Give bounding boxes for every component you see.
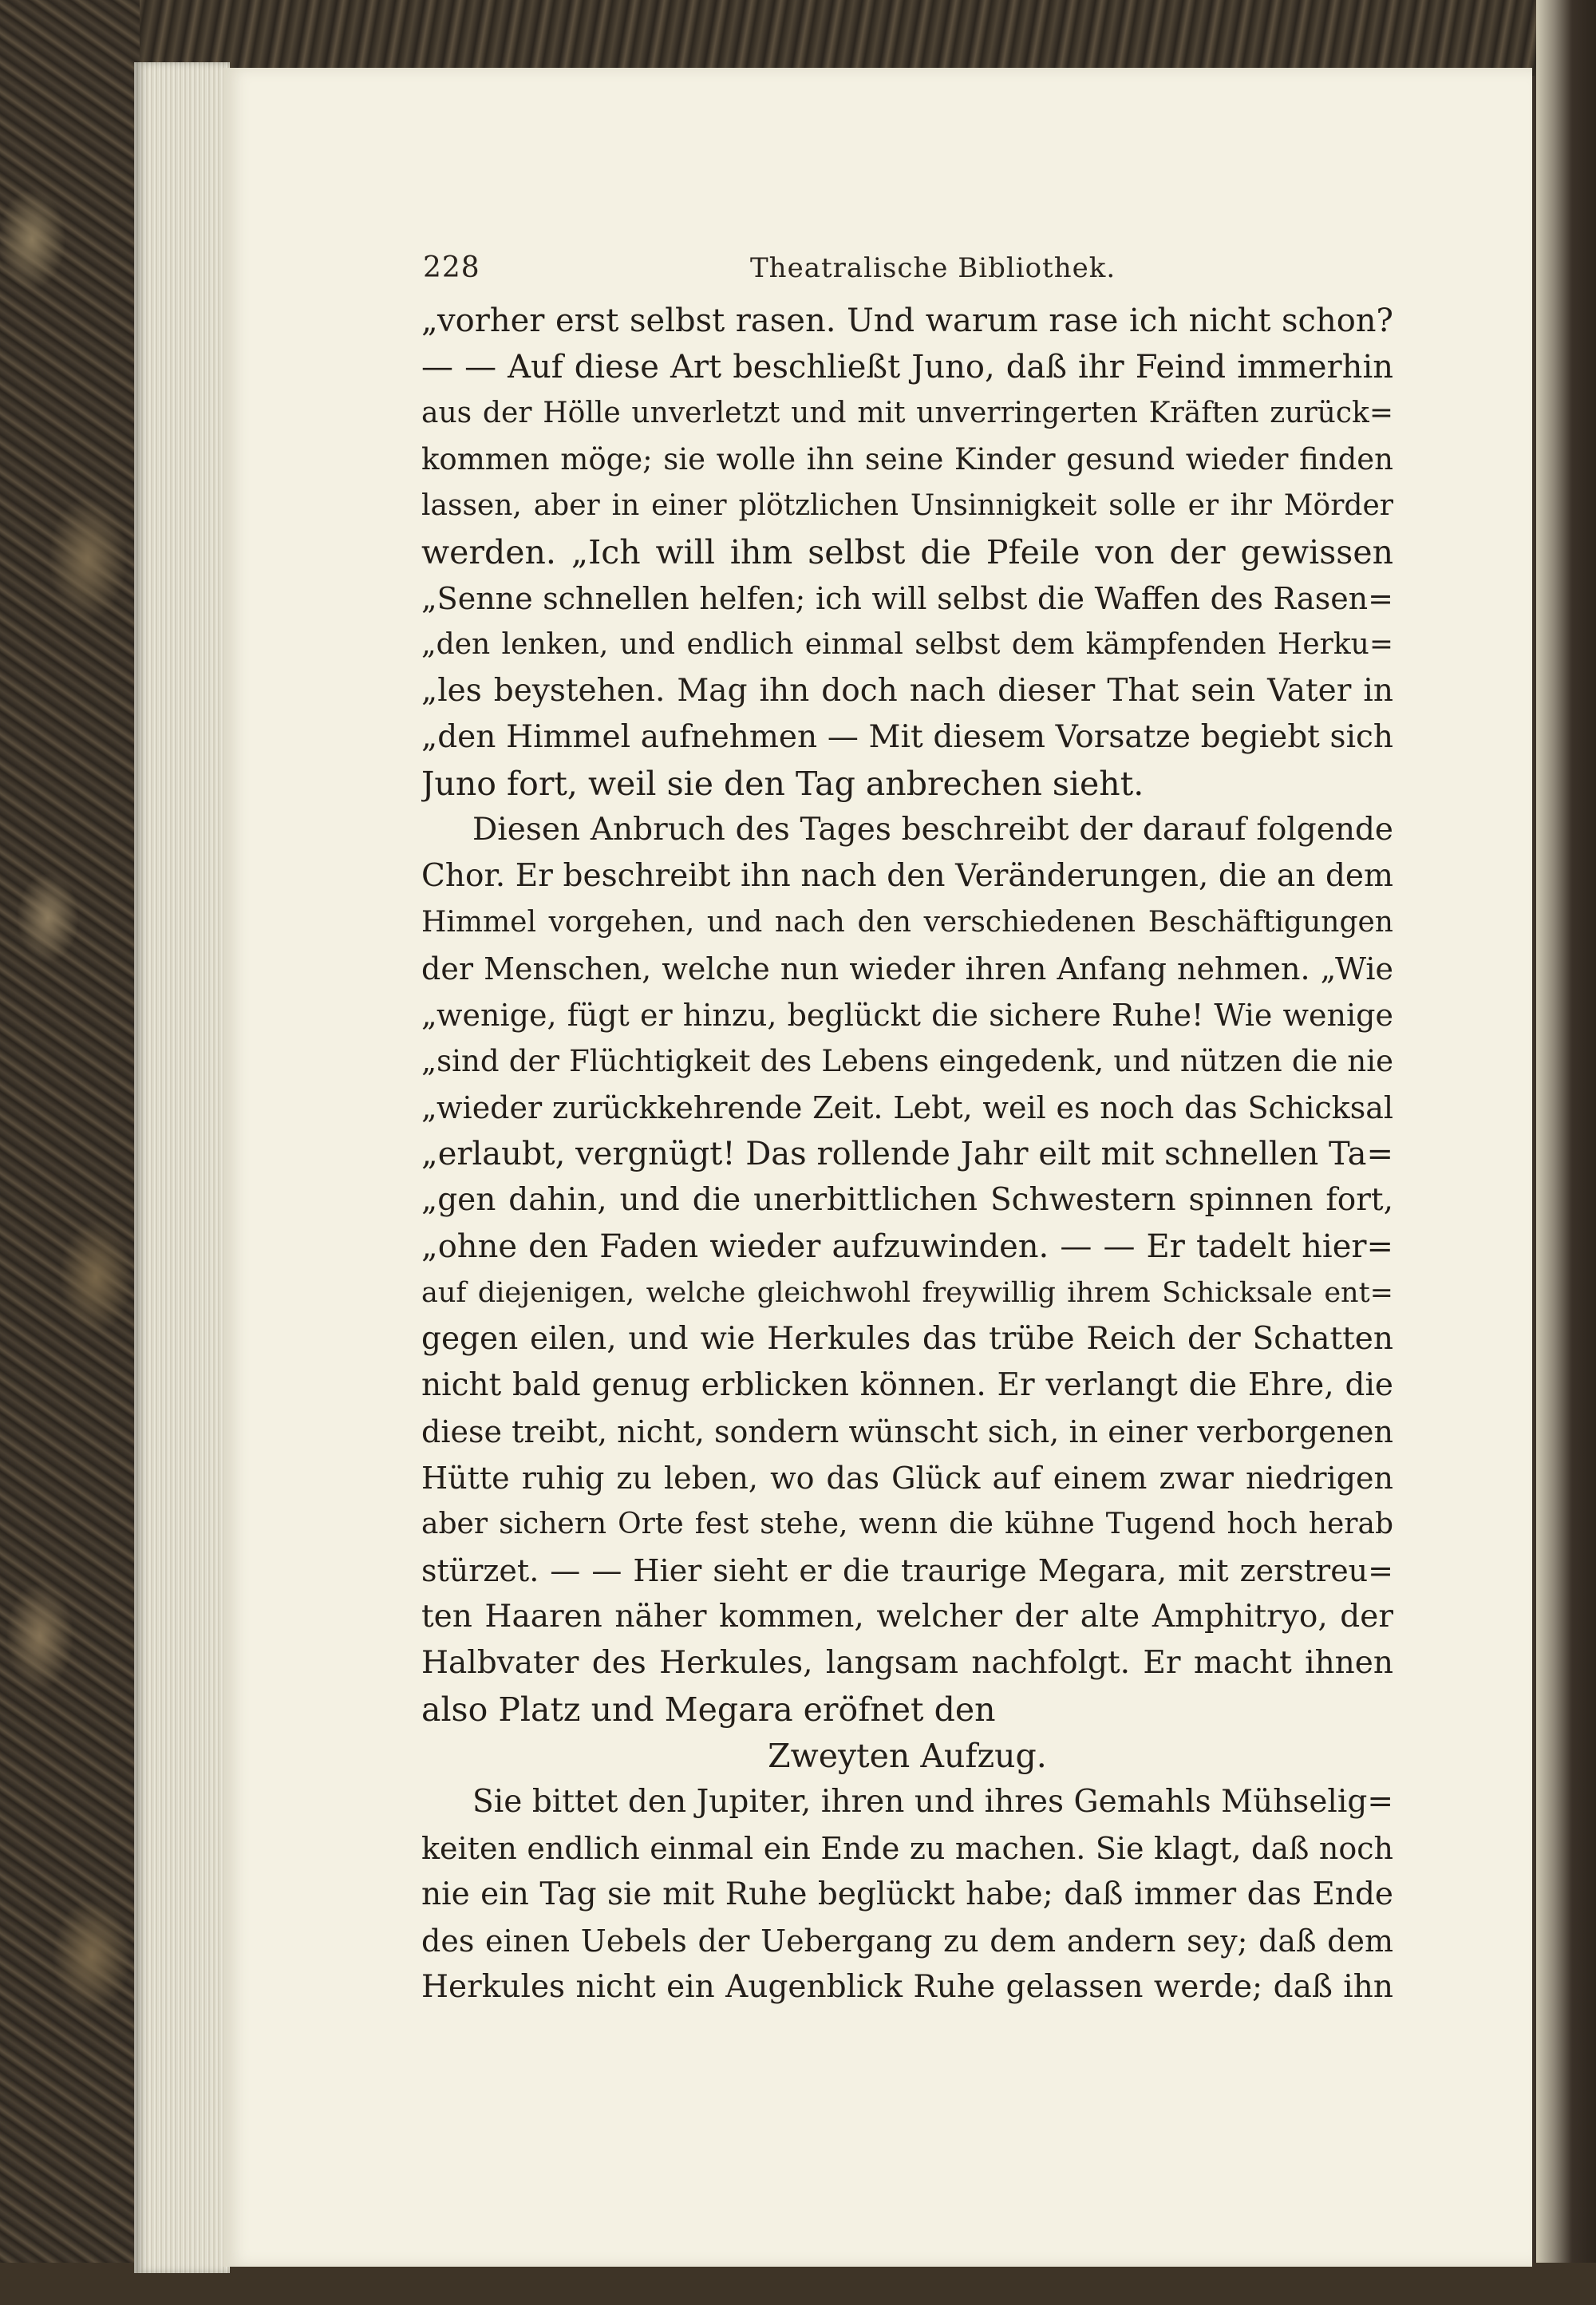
text-line: „vorher erst selbst rasen. Und warum rase ich nicht schon? — [421, 302, 1393, 339]
text-line: werden. „Ich will ihm selbst die Pfeile von der gewissen — [421, 533, 1393, 571]
text-line: also Platz und Megara eröfnet den — [421, 1690, 996, 1729]
text-line: keiten endlich einmal ein Ende zu machen. Sie klagt, daß noch — [421, 1831, 1393, 1866]
page-number: 228 — [423, 251, 480, 284]
text-line: Diesen Anbruch des Tages beschreibt der darauf folgende — [472, 812, 1393, 848]
text-line: Herkules nicht ein Augenblick Ruhe gelassen werde; daß ihn — [421, 1969, 1393, 2005]
text-line: „wenige, fügt er hinzu, beglückt die sichere Ruhe! Wie wenige — [421, 998, 1393, 1033]
text-line: „erlaubt, vergnügt! Das rollende Jahr eilt mit schnellen Ta= — [421, 1136, 1393, 1172]
text-line: der Menschen, welche nun wieder ihren Anfang nehmen. „Wie — [421, 951, 1393, 986]
book-cover-top — [0, 0, 1596, 76]
book-cover-right — [1536, 0, 1596, 2305]
text-line: nicht bald genug erblicken können. Er verlangt die Ehre, die — [421, 1367, 1393, 1403]
running-title: Theatralische Bibliothek. — [750, 252, 1116, 284]
text-line: „Senne schnellen helfen; ich will selbst die Waffen des Rasen= — [421, 581, 1393, 616]
text-line: „les beystehen. Mag ihn doch nach dieser That sein Vater in — [421, 673, 1393, 709]
text-line: „ohne den Faden wieder aufzuwinden. — — Er tadelt hier= — [421, 1228, 1393, 1265]
text-line: stürzet. — — Hier sieht er die traurige Megara, mit zerstreu= — [421, 1553, 1393, 1588]
text-line: diese treibt, nicht, sondern wünscht sich, in einer verborgenen — [421, 1414, 1393, 1449]
section-heading: Zweyten Aufzug. — [768, 1737, 1047, 1775]
text-line: — — Auf diese Art beschließt Juno, daß ihr Feind immerhin — [421, 349, 1393, 385]
text-line: Himmel vorgehen, und nach den verschiedenen Beschäftigungen — [421, 906, 1393, 939]
text-line: aus der Hölle unverletzt und mit unverringerten Kräften zurück= — [421, 397, 1393, 429]
book-cover-bottom — [0, 2263, 1596, 2305]
text-line: gegen eilen, und wie Herkules das trübe Reich der Schatten — [421, 1321, 1393, 1357]
text-line: „den lenken, und endlich einmal selbst dem kämpfenden Herku= — [421, 628, 1393, 661]
text-line: ten Haaren näher kommen, welcher der alte Amphitryo, der — [421, 1599, 1393, 1635]
text-line: Hütte ruhig zu leben, wo das Glück auf einem zwar niedrigen — [421, 1461, 1393, 1496]
text-line: kommen möge; sie wolle ihn seine Kinder gesund wieder finden — [421, 442, 1393, 476]
text-line: „sind der Flüchtigkeit des Lebens eingedenk, und nützen die nie — [421, 1044, 1393, 1078]
text-line: aber sichern Orte fest stehe, wenn die kühne Tugend hoch herab — [421, 1508, 1393, 1540]
text-line: nie ein Tag sie mit Ruhe beglückt habe; daß immer das Ende — [421, 1876, 1393, 1912]
text-line: Halbvater des Herkules, langsam nachfolgt. Er macht ihnen — [421, 1645, 1393, 1681]
text-line: Sie bittet den Jupiter, ihren und ihres Gemahls Mühselig= — [472, 1784, 1393, 1820]
text-line: lassen, aber in einer plötzlichen Unsinnigkeit solle er ihr Mörder — [421, 489, 1393, 522]
text-line: „gen dahin, und die unerbittlichen Schwestern spinnen fort, — [421, 1182, 1393, 1218]
text-line: „den Himmel aufnehmen — Mit diesem Vorsatze begiebt sich — [421, 719, 1393, 755]
text-line: auf diejenigen, welche gleichwohl freywillig ihrem Schicksale ent= — [421, 1277, 1393, 1309]
text-line: Juno fort, weil sie den Tag anbrechen sieht. — [421, 765, 1144, 803]
page-edges — [134, 62, 230, 2273]
text-line: Chor. Er beschreibt ihn nach den Veränderungen, die an dem — [421, 858, 1393, 894]
text-line: des einen Uebels der Uebergang zu dem andern sey; daß dem — [421, 1923, 1393, 1959]
body-text — [421, 298, 1393, 2010]
text-line: „wieder zurückkehrende Zeit. Lebt, weil es noch das Schicksal — [421, 1090, 1393, 1125]
marbled-book-board — [0, 0, 140, 2305]
running-head — [423, 252, 1317, 284]
